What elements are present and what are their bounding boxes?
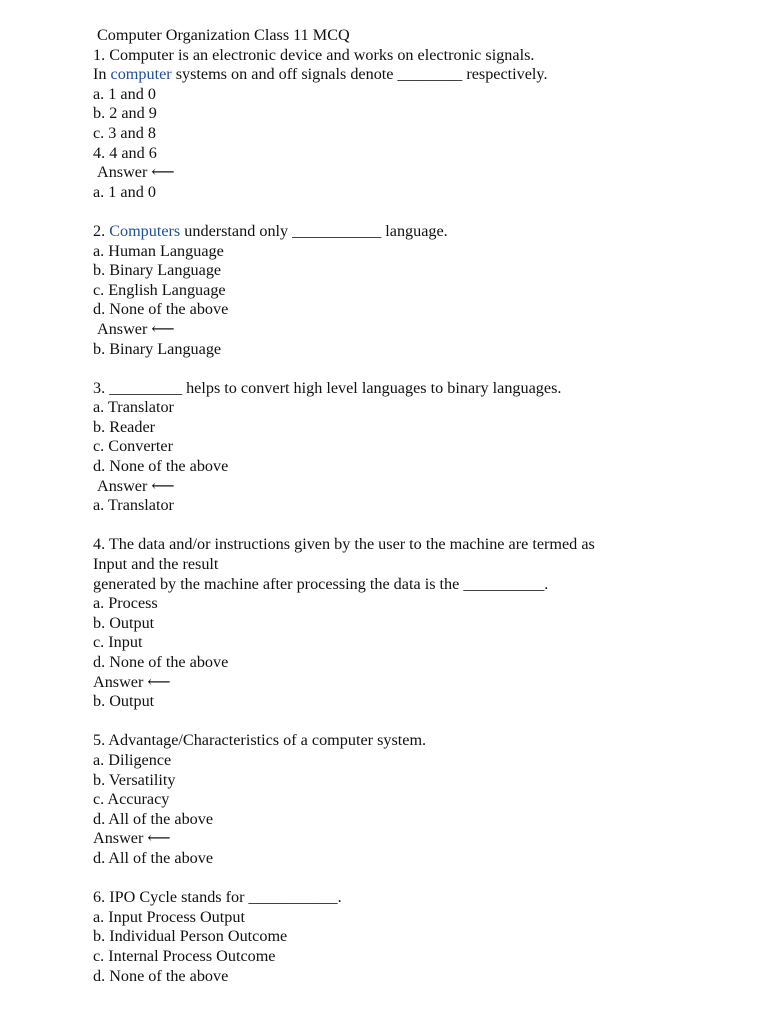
question-6-option-c: c. Internal Process Outcome xyxy=(93,946,276,965)
question-2-text xyxy=(93,222,713,242)
question-5-option-b: b. Versatility xyxy=(93,770,176,789)
computer-link[interactable]: computer xyxy=(110,65,172,84)
question-4-text-line-3: generated by the machine after processing the data is the __________. xyxy=(93,574,549,593)
question-1-text-continued xyxy=(93,65,713,85)
question-6-option-b: b. Individual Person Outcome xyxy=(93,927,288,946)
question-4-option-b: b. Output xyxy=(93,613,155,632)
question-2-option-b: b. Binary Language xyxy=(93,261,222,280)
question-3-text: 3. _________ helps to convert high level languages to binary languages. xyxy=(93,378,562,397)
question-4-option-d: d. None of the above xyxy=(93,653,229,671)
question-4-answer: b. Output xyxy=(93,692,155,711)
question-1-option-b: b. 2 and 9 xyxy=(93,104,157,123)
document-title: Computer Organization Class 11 MCQ xyxy=(97,26,350,44)
question-1-option-a: a. 1 and 0 xyxy=(93,84,156,103)
question-3-option-b: b. Reader xyxy=(93,417,156,436)
spacer xyxy=(93,202,713,222)
spacer xyxy=(93,359,713,379)
question-3-option-a: a. Translator xyxy=(93,398,174,417)
question-2-text-suffix: understand only ___________ language. xyxy=(180,221,448,240)
question-4-option-c: c. Input xyxy=(93,633,143,652)
question-2-option-d: d. None of the above xyxy=(93,300,229,319)
document-body xyxy=(93,26,713,986)
question-2-answer-label: Answer ⟵ xyxy=(97,319,175,338)
question-1-answer: a. 1 and 0 xyxy=(93,182,156,201)
spacer xyxy=(93,869,713,889)
question-3-answer-label: Answer ⟵ xyxy=(97,476,175,495)
question-4-text: 4. The data and/or instructions given by the user to the machine are termed as xyxy=(93,535,595,554)
question-2-answer: b. Binary Language xyxy=(93,339,222,358)
question-5-option-a: a. Diligence xyxy=(93,750,172,769)
question-1-option-c: c. 3 and 8 xyxy=(93,123,156,142)
question-1-answer-label: Answer ⟵ xyxy=(97,163,175,182)
question-3-option-c: c. Converter xyxy=(93,437,174,456)
question-2-option-c: c. English Language xyxy=(93,280,226,299)
question-6-option-a: a. Input Process Output xyxy=(93,907,245,926)
question-1-text: 1. Computer is an electronic device and works on electronic signals. xyxy=(93,45,535,64)
question-3-option-d: d. None of the above xyxy=(93,457,229,476)
question-1-text-prefix: In xyxy=(93,65,111,84)
spacer xyxy=(93,712,713,732)
spacer xyxy=(93,516,713,536)
question-1-text-suffix: systems on and off signals denote ________ respectively. xyxy=(171,65,548,84)
computers-link[interactable]: Computers xyxy=(109,221,181,240)
question-5-option-c: c. Accuracy xyxy=(93,790,170,809)
question-2-number: 2. xyxy=(93,221,110,240)
question-5-answer-label: Answer ⟵ xyxy=(93,829,171,848)
question-6-text: 6. IPO Cycle stands for ___________. xyxy=(93,888,342,907)
question-2-option-a: a. Human Language xyxy=(93,241,224,260)
question-5-answer: d. All of the above xyxy=(93,848,214,867)
question-3-answer: a. Translator xyxy=(93,496,174,515)
question-4-option-a: a. Process xyxy=(93,594,158,613)
question-6-option-d: d. None of the above xyxy=(93,966,229,985)
question-4-answer-label: Answer ⟵ xyxy=(93,672,171,691)
question-5-option-d: d. All of the above xyxy=(93,809,214,828)
question-5-text: 5. Advantage/Characteristics of a computer system. xyxy=(93,731,427,750)
question-4-text-line-2: Input and the result xyxy=(93,555,219,574)
question-1-option-d: 4. 4 and 6 xyxy=(93,143,157,162)
